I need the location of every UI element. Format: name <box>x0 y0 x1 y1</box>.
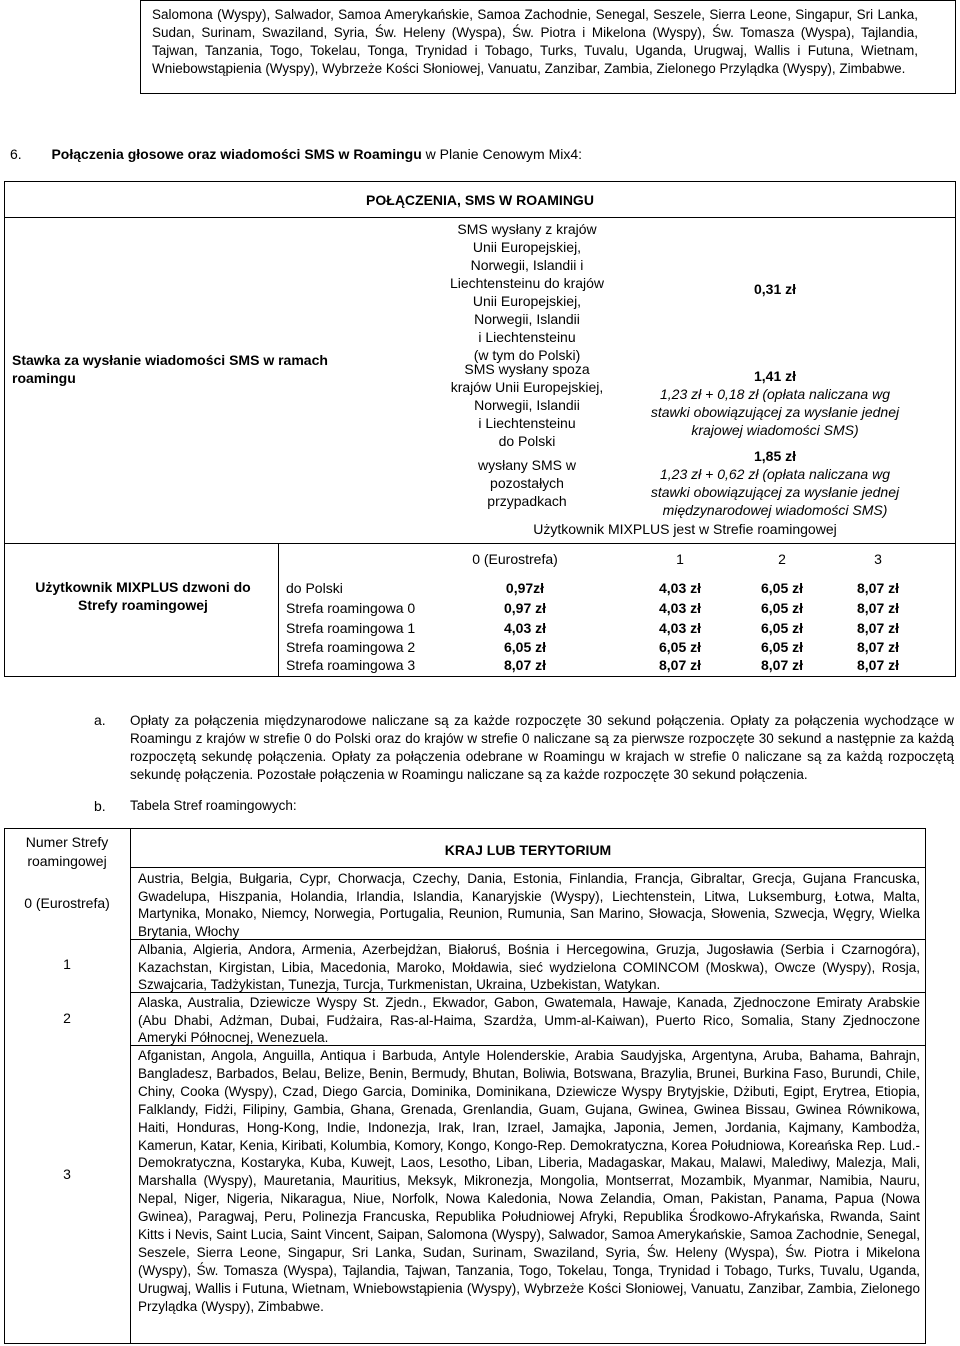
note-a-text: Opłaty za połączenia międzynarodowe naliczane są za każde rozpoczęte 30 sekund połączenia. Opłaty za połączenia wychodzące w Roamingu z krajów w strefie 0 do Polski oraz do krajów w strefie 0 naliczane są za pierwsze rozpoczęte 30 sekund a następnie za każdą rozpoczętą sekundę połączenia. Opłaty za połączenia odebrane w Roamingu w krajach w strefie 0 naliczane są za każdą rozpoczętą sekundę połączenia. Pozostałe połączenia w Roamingu naliczane są za każde rozpoczęte 30 sekund połączenia. <box>130 713 954 782</box>
zone-number-1: 1 <box>63 956 71 972</box>
section-title-bold: Połączenia głosowe oraz wiadomości SMS w Roamingu <box>51 146 422 162</box>
note-b-text: Tabela Stref roamingowych: <box>130 798 297 813</box>
note-a-marker: a. <box>94 712 106 728</box>
zone-countries-1: Albania, Algieria, Andora, Armenia, Azerbejdżan, Białoruś, Bośnia i Hercegowina, Gruzja, Jugosławia (Serbia i Czarnogóra), Kazachstan, Kirgistan, Libia, Macedonia, Maroko, Mołdawia, sieć wydzielona COMINCOM (Moskwa), Owcze (Wyspy), Rosja, Szwajcaria, Tadżykistan, Tunezja, Turcja, Turkmenistan, Ukraina, Uzbekistan, Watykan. <box>138 942 920 992</box>
sms-rate-label: Stawka za wysłanie wiadomości SMS w ramach roamingu <box>12 352 328 386</box>
call-row-value: 8,07 zł <box>658 657 702 673</box>
call-row-value: 4,03 zł <box>658 620 702 636</box>
call-row-value: 8,07 zł <box>760 657 804 673</box>
sms-row-3-price-block: 1,85 zł 1,23 zł + 0,62 zł (opłata naliczana wg stawki obowiązującej za wysłanie jednej międzynarodowej wiadomości SMS) <box>620 447 930 519</box>
call-row-value: 6,05 zł <box>760 620 804 636</box>
sms-row-2-price: 1,41 zł <box>753 368 797 384</box>
call-row-value: 8,07 zł <box>503 657 547 673</box>
roaming-zone-header-rule <box>4 543 956 544</box>
call-row-value: 8,07 zł <box>856 620 900 636</box>
call-row-value: 8,07 zł <box>856 600 900 616</box>
call-row-value: 8,07 zł <box>856 639 900 655</box>
zones-header-rule <box>130 867 926 868</box>
zones-col2-header: KRAJ LUB TERYTORIUM <box>444 842 612 858</box>
call-row-value: 6,05 zł <box>760 639 804 655</box>
roaming-header-rule <box>4 217 956 218</box>
zone-note: Użytkownik MIXPLUS jest w Strefie roamingowej <box>533 521 837 537</box>
sms-row-3-desc: wysłany SMS w pozostałych przypadkach <box>477 457 577 509</box>
zone-header-3: 3 <box>874 551 882 567</box>
call-row-dest: Strefa roamingowa 1 <box>286 620 416 636</box>
section-6-heading <box>10 146 950 162</box>
call-row-dest: Strefa roamingowa 3 <box>286 657 416 673</box>
call-row-2 <box>286 600 936 619</box>
sms-row-2-desc: SMS wysłany spoza krajów Unii Europejskiej, Norwegii, Islandii i Liechtensteinu do Polski <box>450 361 604 449</box>
call-row-4 <box>286 639 936 658</box>
call-row-value: 4,03 zł <box>503 620 547 636</box>
call-rate-label: Użytkownik MIXPLUS dzwoni do Strefy roamingowej <box>35 579 251 613</box>
call-row-1 <box>286 580 936 599</box>
call-row-value: 8,07 zł <box>856 657 900 673</box>
note-b-marker: b. <box>94 798 106 814</box>
call-row-value: 6,05 zł <box>760 600 804 616</box>
call-row-value: 6,05 zł <box>760 580 804 596</box>
call-row-3 <box>286 620 936 639</box>
sms-row-3-price: 1,85 zł <box>753 448 797 464</box>
section-title-rest: w Planie Cenowym Mix4: <box>425 146 583 162</box>
top-continuation-text: Salomona (Wyspy), Salwador, Samoa Amerykańskie, Samoa Zachodnie, Senegal, Seszele, Sierra Leone, Singapur, Sri Lanka, Sudan, Surinam, Swaziland, Syria, Św. Heleny (Wyspa), Św. Piotra i Mikelona (Wyspy), Św. Tomasza (Wyspa), Tajlandia, Tajwan, Tanzania, Togo, Tokelau, Tonga, Trynidad i Tobago, Turks, Tuvalu, Uganda, Urugwaj, Wallis i Futuna, Wietnam, Wniebowstąpienia (Wyspy), Wybrzeże Kości Słoniowej, Vanuatu, Zanzibar, Zambia, Zielonego Przylądka (Wyspy), Zimbabwe. <box>152 7 918 76</box>
zone-header-1: 1 <box>676 551 684 567</box>
section-number: 6. <box>10 146 22 162</box>
call-row-value: 0,97 zł <box>503 600 547 616</box>
call-row-value: 8,07 zł <box>856 580 900 596</box>
roaming-table-header: POŁĄCZENIA, SMS W ROAMINGU <box>366 192 594 208</box>
call-row-dest: Strefa roamingowa 2 <box>286 639 416 655</box>
zones-col-divider <box>130 828 131 1344</box>
zone-countries-0: Austria, Belgia, Bułgaria, Cypr, Chorwacja, Czechy, Dania, Estonia, Finlandia, Francja, Gibraltar, Grecja, Gujana Francuska, Gwadelupa, Hiszpania, Holandia, Irlandia, Islandia, Kanaryjskie (Wyspy), Liechtenstein, Litwa, Luksemburg, Łotwa, Malta, Martynika, Monako, Niemcy, Norwegia, Portugalia, Reunion, Rumunia, San Marino, Słowacja, Słowenia, Szwecja, Węgry, Wielka Brytania, Włochy <box>138 871 920 939</box>
call-row-5 <box>286 657 936 676</box>
zone-number-3: 3 <box>63 1166 71 1182</box>
call-row-value: 0,97zł <box>505 580 545 596</box>
zone-countries-3: Afganistan, Angola, Anguilla, Antiqua i Barbuda, Antyle Holenderskie, Arabia Saudyjska, Argentyna, Aruba, Bahama, Bahrajn, Bangladesz, Barbados, Belau, Belize, Benin, Bermudy, Bhutan, Boliwia, Botswana, Brazylia, Brunei, Burkina Faso, Burundi, Chile, Chiny, Cooka (Wyspy), Czad, Diego Garcia, Dominika, Dominikana, Dziewicze Wyspy Brytyjskie, Dżibuti, Egipt, Erytrea, Etiopia, Falklandy, Fidżi, Filipiny, Gambia, Ghana, Grenada, Grenlandia, Guam, Gujana, Gwinea, Gwinea Bissau, Gwinea Równikowa, Haiti, Honduras, Hong-Kong, Indie, Indonezja, Irak, Iran, Izrael, Jamajka, Japonia, Jemen, Jordania, Kajmany, Kambodża, Kamerun, Katar, Kenia, Kiribati, Kolumbia, Komory, Kongo, Kongo-Rep. Demokratyczna, Korea Południowa, Koreańska Rep. Lud.-Demokratyczna, Kostaryka, Kuba, Kuwejt, Laos, Lesotho, Liban, Liberia, Madagaskar, Makau, Malawi, Malediwy, Malezja, Mali, Marshalla (Wyspy), Mauretania, Mauritius, Meksyk, Mikronezja, Mongolia, Montserrat, Mozambik, Myanmar, Namibia, Nauru, Nepal, Niger, Nigeria, Nikaragua, Niue, Norfolk, Nowa Kaledonia, Nowa Zelandia, Oman, Pakistan, Panama, Papua (Nowa Gwinea), Paragwaj, Peru, Polinezja Francuska, Republika Południowej Afryki, Republika Środkowo-Afrykańska, Rwanda, Saint Kitts i Nevis, Saint Lucia, Saint Vincent, Saipan, Salomona (Wyspy), Salwador, Samoa Amerykańskie, Samoa Zachodnie, Senegal, Seszele, Sierra Leone, Singapur, Sri Lanka, Sudan, Surinam, Swaziland, Syria, Św. Heleny (Wyspa), Św. Piotra i Mikelona (Wyspy), Św. Tomasza (Wyspa), Tajlandia, Tajwan, Tanzania, Togo, Tokelau, Tonga, Trynidad i Tobago, Turks, Tuvalu, Uganda, Urugwaj, Wallis i Futuna, Wietnam, Wniebowstąpienia (Wyspy), Wybrzeże Kości Słoniowej, Vanuatu, Zanzibar, Zambia, Zielonego Przylądka (Wyspy), Zimbabwe. <box>138 1048 920 1314</box>
call-row-value: 6,05 zł <box>503 639 547 655</box>
zone-number-0: 0 (Eurostrefa) <box>24 895 110 911</box>
call-row-dest: do Polski <box>286 580 343 596</box>
zones-col1-header: Numer Strefy roamingowej <box>25 834 109 869</box>
sms-row-1-desc: SMS wysłany z krajów Unii Europejskiej, Norwegii, Islandii i Liechtensteinu do krajów Unii Europejskiej, Norwegii, Islandii i Liechtensteinu (w tym do Polski) <box>449 221 605 363</box>
call-row-value: 4,03 zł <box>658 600 702 616</box>
zone-number-2: 2 <box>63 1010 71 1026</box>
zone-header-0: 0 (Eurostrefa) <box>472 551 558 567</box>
sms-row-1-price: 0,31 zł <box>753 281 797 297</box>
roaming-left-divider <box>278 543 279 677</box>
call-row-value: 4,03 zł <box>658 580 702 596</box>
zone-countries-2: Alaska, Australia, Dziewicze Wyspy St. Zjedn., Ekwador, Gabon, Gwatemala, Hawaje, Kanada, Zjednoczone Emiraty Arabskie (Abu Dhabi, Adżman, Dubai, Fudżaira, Ras-al-Haima, Szardża, Umm-al-Kaiwan), Puerto Rico, Somalia, Stany Zjednoczone Ameryki Północnej, Wenezuela. <box>138 995 920 1045</box>
zone-header-2: 2 <box>778 551 786 567</box>
call-row-value: 6,05 zł <box>658 639 702 655</box>
call-row-dest: Strefa roamingowa 0 <box>286 600 416 616</box>
sms-row-2-price-block: 1,41 zł 1,23 zł + 0,18 zł (opłata naliczana wg stawki obowiązującej za wysłanie jednej krajowej wiadomości SMS) <box>620 367 930 439</box>
